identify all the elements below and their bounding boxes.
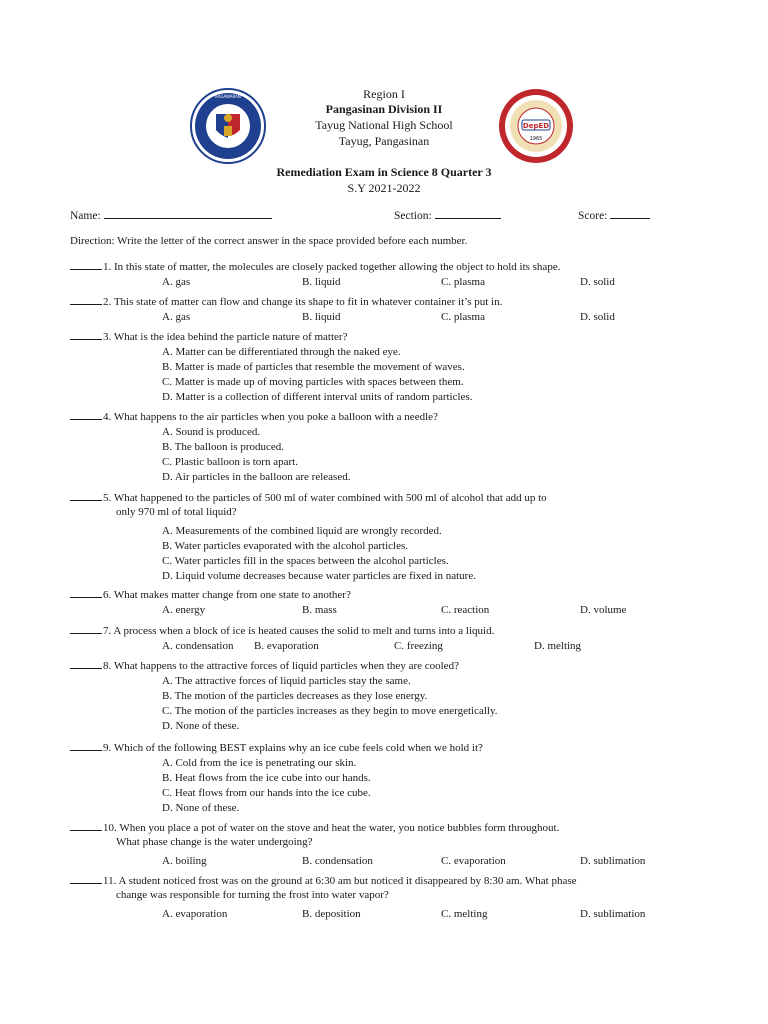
name-field[interactable] <box>70 208 272 222</box>
option-d: D. Air particles in the balloon are released. <box>162 471 351 483</box>
question-11 <box>70 873 690 888</box>
option-d: D. Liquid volume decreases because water particles are fixed in nature. <box>162 570 476 582</box>
question-text-continued: What phase change is the water undergoing? <box>116 836 313 848</box>
option-d: D. None of these. <box>162 802 240 814</box>
question-9 <box>70 740 690 755</box>
option-a: A. evaporation <box>162 908 228 920</box>
question-number: 7. <box>103 625 114 637</box>
question-number: 3. <box>103 331 114 343</box>
option-b: B. The motion of the particles decreases as they lose energy. <box>162 690 428 702</box>
score-label: Score: <box>578 210 608 222</box>
name-label: Name: <box>70 210 101 222</box>
question-text: Which of the following BEST explains why an ice cube feels cold when we hold it? <box>113 742 483 754</box>
school-name: Tayug National High School <box>315 118 453 132</box>
option-b: B. liquid <box>302 311 341 323</box>
question-number: 10. <box>103 822 120 834</box>
option-b: B. condensation <box>302 855 373 867</box>
question-number: 1. <box>103 261 114 273</box>
option-a: A. condensation <box>162 640 234 652</box>
option-c: C. melting <box>441 908 488 920</box>
question-text: In this state of matter, the molecules are closely packed together allowing the object to hold its shape. <box>114 261 561 273</box>
name-blank[interactable] <box>104 208 272 219</box>
question-text: This state of matter can flow and change its shape to fit in whatever container it’s put in. <box>113 296 503 308</box>
answer-blank[interactable] <box>70 740 102 751</box>
option-b: B. Matter is made of particles that resemble the movement of waves. <box>162 361 465 373</box>
question-4 <box>70 409 690 424</box>
option-a: A. energy <box>162 604 206 616</box>
option-c: C. plasma <box>441 311 485 323</box>
section-label: Section: <box>394 210 432 222</box>
school-year: S.Y 2021-2022 <box>347 181 421 195</box>
option-d: D. None of these. <box>162 720 240 732</box>
question-text-continued: only 970 ml of total liquid? <box>116 506 237 518</box>
section-blank[interactable] <box>435 208 501 219</box>
option-a: A. The attractive forces of liquid particles stay the same. <box>162 675 411 687</box>
answer-blank[interactable] <box>70 490 102 501</box>
option-a: A. boiling <box>162 855 207 867</box>
question-text-continued: change was responsible for turning the frost into water vapor? <box>116 889 389 901</box>
svg-text:KAGAWARAN: KAGAWARAN <box>215 94 241 99</box>
option-b: B. Water particles evaporated with the alcohol particles. <box>162 540 409 552</box>
option-c: C. Water particles fill in the spaces between the alcohol particles. <box>162 555 449 567</box>
school-location: Tayug, Pangasinan <box>338 134 430 148</box>
direction-text: Direction: Write the letter of the correct answer in the space provided before each number. <box>70 235 468 247</box>
question-text: What is the idea behind the particle nature of matter? <box>113 331 348 343</box>
question-number: 9. <box>103 742 114 754</box>
question-5 <box>70 490 690 505</box>
option-d: D. melting <box>534 640 582 652</box>
option-a: A. Sound is produced. <box>162 426 261 438</box>
option-d: D. sublimation <box>580 908 646 920</box>
option-a: A. gas <box>162 276 191 288</box>
option-b: B. liquid <box>302 276 341 288</box>
option-a: A. Cold from the ice is penetrating our skin. <box>162 757 357 769</box>
option-b: B. deposition <box>302 908 361 920</box>
question-2 <box>70 294 690 309</box>
question-6 <box>70 587 690 602</box>
score-field[interactable] <box>578 208 650 222</box>
option-a: A. Matter can be differentiated through the naked eye. <box>162 346 401 358</box>
question-8 <box>70 658 690 673</box>
question-1 <box>70 259 690 274</box>
question-text: What makes matter change from one state to another? <box>113 589 351 601</box>
answer-blank[interactable] <box>70 329 102 340</box>
question-number: 8. <box>103 660 114 672</box>
region-label: Region I <box>363 87 405 101</box>
option-c: C. Plastic balloon is torn apart. <box>162 456 298 468</box>
option-c: C. reaction <box>441 604 490 616</box>
answer-blank[interactable] <box>70 658 102 669</box>
option-c: C. Matter is made up of moving particles with spaces between them. <box>162 376 464 388</box>
exam-title: Remediation Exam in Science 8 Quarter 3 <box>276 165 492 179</box>
option-d: D. Matter is a collection of different interval units of random particles. <box>162 391 473 403</box>
question-number: 4. <box>103 411 114 423</box>
question-text: What happened to the particles of 500 ml of water combined with 500 ml of alcohol that add up to <box>113 492 547 504</box>
question-number: 5. <box>103 492 114 504</box>
option-c: C. The motion of the particles increases as they begin to move energetically. <box>162 705 498 717</box>
option-b: B. evaporation <box>254 640 319 652</box>
option-d: D. solid <box>580 276 615 288</box>
answer-blank[interactable] <box>70 820 102 831</box>
question-10 <box>70 820 690 835</box>
svg-text:1965: 1965 <box>529 136 543 142</box>
question-number: 2. <box>103 296 114 308</box>
option-a: A. Measurements of the combined liquid are wrongly recorded. <box>162 525 442 537</box>
question-text: When you place a pot of water on the stove and heat the water, you notice bubbles form throughout. <box>119 822 560 834</box>
question-text: A student noticed frost was on the ground at 6:30 am but noticed it disappeared by 8:30 am. What phase <box>118 875 577 887</box>
option-c: C. Heat flows from our hands into the ice cube. <box>162 787 371 799</box>
option-a: A. gas <box>162 311 191 323</box>
question-7 <box>70 623 690 638</box>
question-text: A process when a block of ice is heated causes the solid to melt and turns into a liquid. <box>113 625 495 637</box>
option-d: D. volume <box>580 604 627 616</box>
question-text: What happens to the air particles when you poke a balloon with a needle? <box>113 411 438 423</box>
answer-blank[interactable] <box>70 623 102 634</box>
question-number: 11. <box>103 875 119 887</box>
section-field[interactable] <box>394 208 501 222</box>
question-text: What happens to the attractive forces of liquid particles when they are cooled? <box>113 660 459 672</box>
option-b: B. The balloon is produced. <box>162 441 284 453</box>
option-d: D. solid <box>580 311 615 323</box>
score-blank[interactable] <box>610 208 650 219</box>
question-3 <box>70 329 690 344</box>
option-c: C. evaporation <box>441 855 506 867</box>
answer-blank[interactable] <box>70 409 102 420</box>
division-label: Pangasinan Division II <box>325 102 443 116</box>
svg-text:DepED: DepED <box>522 122 550 130</box>
option-b: B. Heat flows from the ice cube into our hands. <box>162 772 371 784</box>
question-number: 6. <box>103 589 114 601</box>
option-c: C. plasma <box>441 276 485 288</box>
answer-blank[interactable] <box>70 587 102 598</box>
option-d: D. sublimation <box>580 855 646 867</box>
answer-blank[interactable] <box>70 873 102 884</box>
option-c: C. freezing <box>394 640 443 652</box>
answer-blank[interactable] <box>70 294 102 305</box>
option-b: B. mass <box>302 604 337 616</box>
answer-blank[interactable] <box>70 259 102 270</box>
